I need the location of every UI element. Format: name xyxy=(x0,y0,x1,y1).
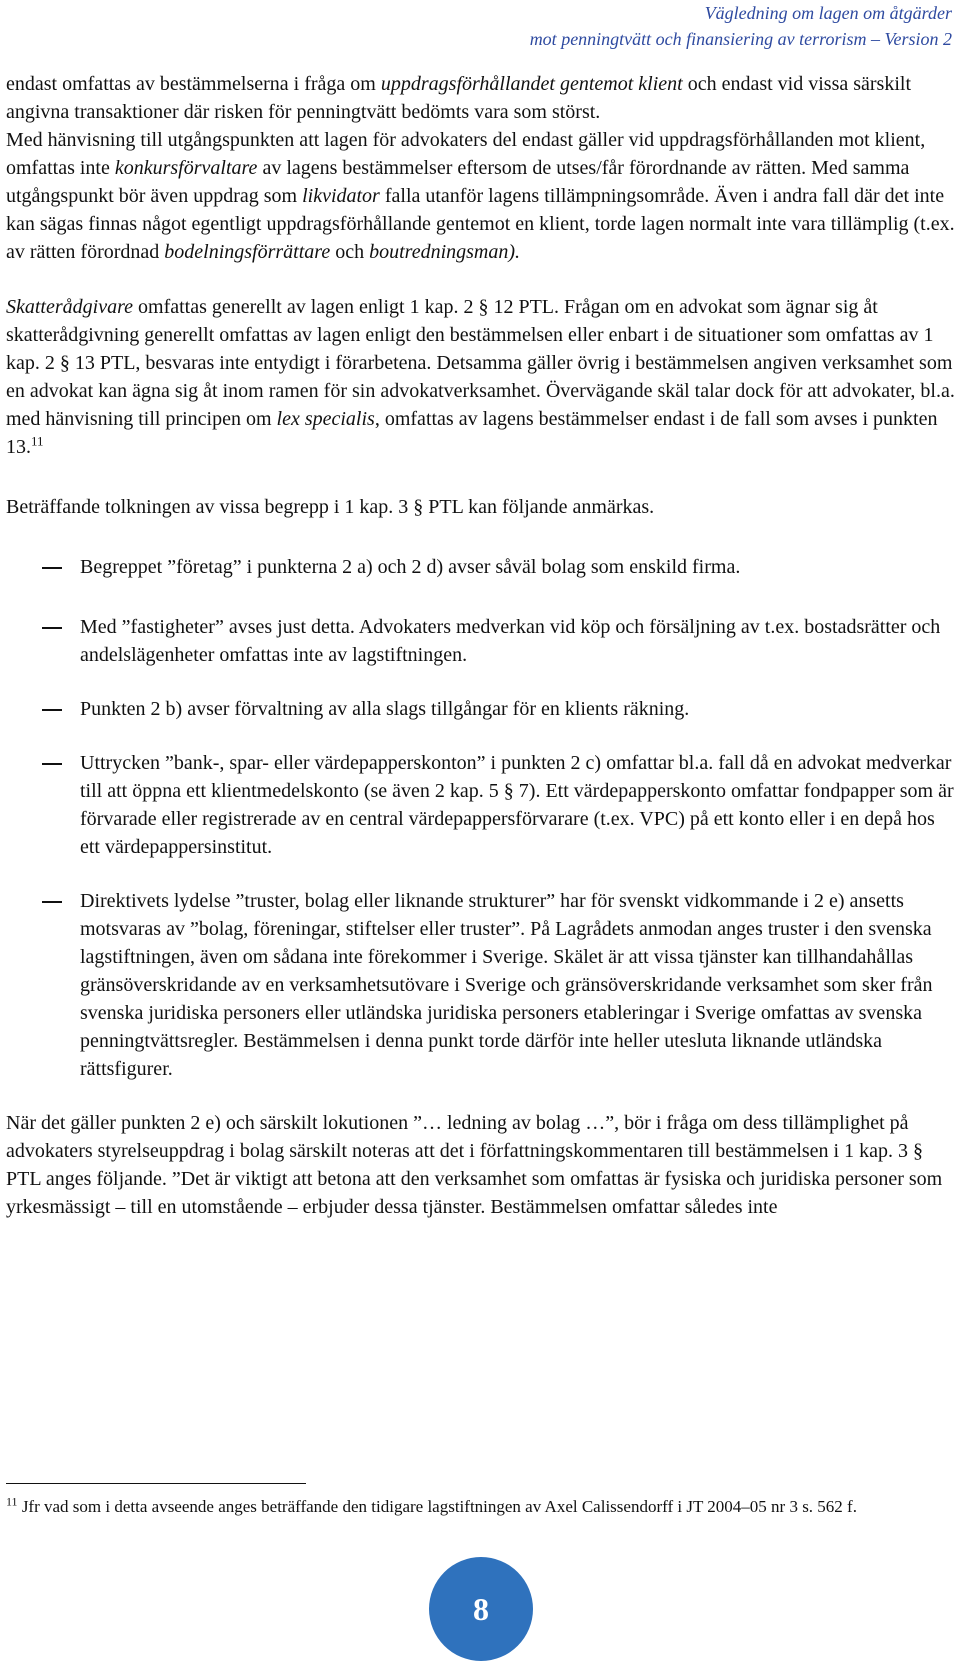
paragraph-1 xyxy=(6,70,956,126)
dash-bullet xyxy=(6,553,80,581)
footnote-separator xyxy=(6,1483,306,1484)
emphasis: lex specialis xyxy=(276,408,375,430)
list-item xyxy=(6,553,956,581)
footnote-text: Jfr vad som i detta avseende anges beträffande den tidigare lagstiftningen av Axel Calissendorff i JT 2004–05 nr 3 s. 562 f. xyxy=(17,1497,857,1516)
text-run: , omfattas av lagens bestämmelser endast i de fall som avses i punkten 13. xyxy=(6,408,938,458)
text-run: och xyxy=(330,241,370,263)
list-item xyxy=(6,887,956,1083)
list-item-text: Direktivets lydelse ”truster, bolag eller liknande strukturer” har för svenskt vidkommande i 2 e) ansetts motsvaras av ”bolag, föreningar, stiftelser eller truster”. På Lagrådets anmodan anges truster i den svenska lagstiftningen, även om sådana inte förekommer i Sverige. Skälet är att vissa tjänster kan tillhandahållas gränsöverskridande av en verksamhetsutövare i Sverige och gränsöverskridande verksamhet som sker från svenska juridiska personers eller utländska juridiska personers etableringar i Sverige omfattas av svenska penningtvättsregler. Bestämmelsen i denna punkt torde därför inte heller utesluta liknande utländska rättsfigurer. xyxy=(80,890,933,1080)
list-item-text: Uttrycken ”bank-, spar- eller värdepapperskonton” i punkten 2 c) omfattar bl.a. fall då en advokat medverkar till att öppna ett klientmedelskonto (se även 2 kap. 5 § 7). Ett värdepapperskonto omfattar fondpapper som är förvarade eller registrerade av en central värdepappersförvarare (t.ex. VPC) på ett konto eller i en depå hos ett värdepappersinstitut. xyxy=(80,752,954,858)
text-run: endast omfattas av bestämmelserna i fråga om xyxy=(6,73,381,95)
emphasis: Skatterådgivare xyxy=(6,296,134,318)
dash-bullet xyxy=(6,695,80,723)
dash-bullet xyxy=(6,613,80,669)
text-run: falla utanför lagens tillämpningsområde. Även i andra fall där det inte kan sägas finnas något egentligt uppdragsförhållande gentemot en klient, torde lagen normalt inte vara tillämplig (t.ex. av rätten förordnad xyxy=(6,185,955,263)
list-item xyxy=(6,695,956,723)
paragraph-5: När det gäller punkten 2 e) och särskilt lokutionen ”… ledning av bolag …”, bör i fråga om dess tillämplighet på advokaters styrelseuppdrag i bolag särskilt noteras att det i författningskommentaren till bestämmelsen i 1 kap. 3 § PTL anges följande. ”Det är viktigt att betona att den verksamhet som omfattas är fysiska och juridiska personer som yrkesmässigt – till en utomstående – erbjuder dessa tjänster. Bestämmelsen omfattar således inte xyxy=(6,1112,943,1218)
footnote-number: 11 xyxy=(6,1494,18,1509)
header-title: Vägledning om lagen om åtgärder xyxy=(704,3,952,23)
text-run: av lagens bestämmelser eftersom de utses/får förordnande av rätten. Med samma utgångspunkt bör även uppdrag som xyxy=(6,157,910,207)
text-run: Med hänvisning till utgångspunkten att lagen för advokaters del endast gäller vid uppdragsförhållanden mot klient, omfattas inte xyxy=(6,129,926,179)
emphasis: uppdragsförhållandet gentemot klient xyxy=(380,73,683,95)
page-number: 8 xyxy=(473,1590,489,1627)
text-run: och endast vid vissa särskilt angivna transaktioner där risken för penningtvätt bedömts vara som störst. xyxy=(6,73,912,123)
emphasis: boutredningsman). xyxy=(369,241,521,263)
footnote xyxy=(6,1494,956,1519)
emphasis: konkursförvaltare xyxy=(114,157,258,179)
paragraph-3 xyxy=(6,293,956,461)
list-item-text: Med ”fastigheter” avses just detta. Advokaters medverkan vid köp och försäljning av t.ex. bostadsrätter och andelslägenheter omfattas inte av lagstiftningen. xyxy=(80,616,941,666)
page-number-badge xyxy=(429,1557,533,1661)
list-item-text: Begreppet ”företag” i punkterna 2 a) och 2 d) avser såväl bolag som enskild firma. xyxy=(80,556,741,578)
dash-bullet xyxy=(6,887,80,1083)
emphasis: likvidator xyxy=(302,185,380,207)
body-text xyxy=(6,70,956,1221)
paragraph-2 xyxy=(6,126,956,266)
list-item xyxy=(6,613,956,669)
running-header xyxy=(530,0,952,52)
text-run: omfattas generellt av lagen enligt 1 kap. 2 § 12 PTL. Frågan om en advokat som ägnar sig åt skatterådgivning generellt omfattas av lagen enligt den bestämmelsen eller enbart i de situationer som omfattas av 1 kap. 2 § 13 PTL, besvaras inte entydigt i förarbetena. Detsamma gäller övrig i bestämmelsen angiven verksamhet som en advokat kan ägna sig åt inom ramen för sin advokatverksamhet. Övervägande skäl talar dock för att advokater, bl.a. med hänvisning till principen om xyxy=(6,296,955,430)
dash-bullet xyxy=(6,749,80,861)
list-item-text: Punkten 2 b) avser förvaltning av alla slags tillgångar för en klients räkning. xyxy=(80,698,690,720)
footnote-reference[interactable]: 11 xyxy=(31,433,44,449)
header-subtitle: mot penningtvätt och finansiering av terrorism – Version 2 xyxy=(529,29,952,49)
paragraph-4: Beträffande tolkningen av vissa begrepp i 1 kap. 3 § PTL kan följande anmärkas. xyxy=(6,496,655,518)
emphasis: bodelningsförrättare xyxy=(164,241,331,263)
list-item xyxy=(6,749,956,861)
